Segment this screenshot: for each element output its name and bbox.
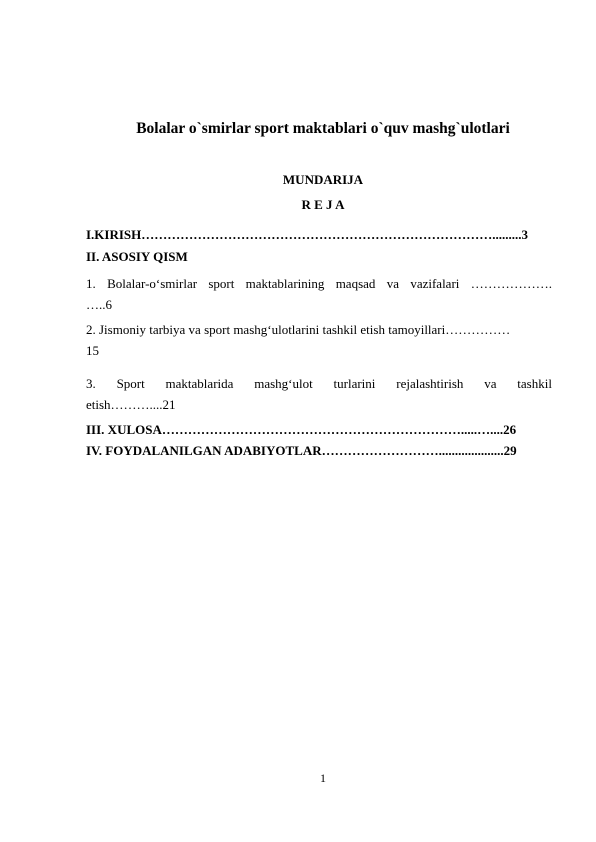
toc-word: maqsad <box>335 276 376 291</box>
plan-heading: R E J A <box>301 197 345 212</box>
toc-section-references <box>86 440 552 461</box>
toc-item-1-line2: …..6 <box>86 297 112 312</box>
toc-item-2-line2: 15 <box>86 343 99 358</box>
toc-entry-main-section: II. ASOSIY QISM <box>86 249 188 264</box>
toc-word: mashg‘ulot <box>254 376 313 391</box>
toc-word: va <box>386 276 399 291</box>
toc-item-3-line1 <box>86 373 552 394</box>
toc-entry-references: IV. FOYDALANILGAN ADABIYOTLAR………………………....................29 <box>86 443 517 458</box>
page-number: 1 <box>320 771 326 785</box>
table-of-contents <box>86 224 552 245</box>
contents-heading: MUNDARIJA <box>282 172 364 187</box>
toc-word: va <box>484 376 497 391</box>
toc-word: tashkil <box>517 376 552 391</box>
toc-item-3-line2: etish………....21 <box>86 397 176 412</box>
toc-section-main <box>86 246 552 267</box>
toc-word: sport <box>208 276 235 291</box>
toc-item-2 <box>86 319 552 361</box>
toc-entry-intro: I.KIRISH……………………………………………………………………….........3 <box>86 227 529 242</box>
toc-word: rejalashtirish <box>396 376 464 391</box>
toc-item-3 <box>86 373 552 415</box>
toc-word: turlarini <box>333 376 376 391</box>
toc-word: vazifalari <box>410 276 460 291</box>
toc-entry-conclusion: III. XULOSA…………………………………………………………….....…....26 <box>86 422 517 437</box>
toc-word: maktablarida <box>165 376 234 391</box>
toc-word: 1. <box>86 276 96 291</box>
toc-item-2-line1: 2. Jismoniy tarbiya va sport mashg‘ulotlarini tashkil etish tamoyillari…………… <box>86 322 511 337</box>
toc-item-1-line1 <box>86 273 552 294</box>
toc-item-1 <box>86 273 552 315</box>
toc-word: Bolalar-o‘smirlar <box>107 276 198 291</box>
toc-word: Sport <box>116 376 145 391</box>
toc-word: maktablarining <box>245 276 325 291</box>
toc-section-conclusion <box>86 419 552 440</box>
toc-word: ………………. <box>470 276 552 291</box>
toc-word: 3. <box>86 376 96 391</box>
document-title: Bolalar o`smirlar sport maktablari o`quv mashg`ulotlari <box>136 120 510 137</box>
